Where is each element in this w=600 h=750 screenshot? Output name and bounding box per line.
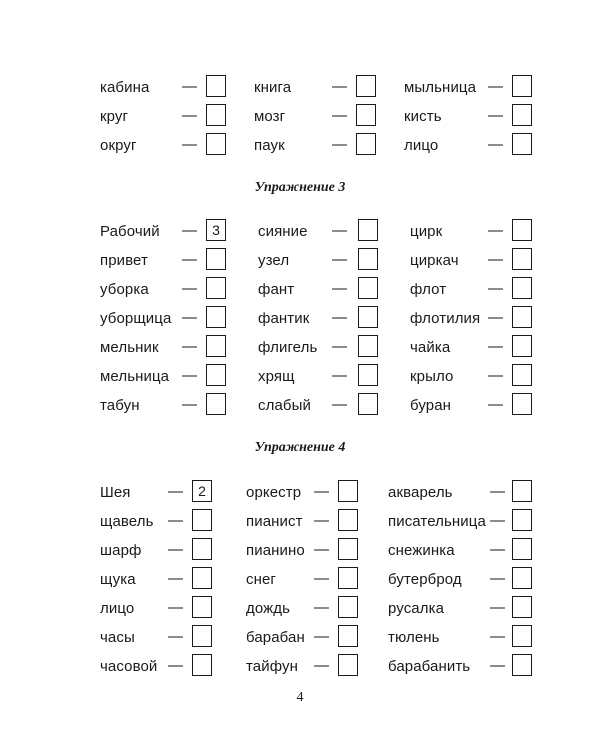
exercise-item (100, 133, 230, 157)
item-dash: — (488, 251, 503, 268)
item-word: часы (100, 628, 135, 646)
exercise-item (410, 306, 536, 330)
item-dash: — (168, 483, 183, 500)
item-dash: — (168, 570, 183, 587)
answer-box[interactable] (338, 625, 358, 647)
exercise-item (258, 364, 382, 388)
item-word: флот (410, 280, 447, 298)
answer-box[interactable] (512, 625, 532, 647)
answer-box[interactable] (512, 306, 532, 328)
item-word: шарф (100, 541, 142, 559)
item-dash: — (490, 541, 505, 558)
item-dash: — (490, 628, 505, 645)
exercise-item (410, 219, 536, 243)
answer-box[interactable] (512, 654, 532, 676)
answer-box[interactable] (358, 248, 378, 270)
answer-box[interactable] (338, 538, 358, 560)
item-dash: — (332, 396, 347, 413)
exercise-item (388, 509, 536, 533)
item-word: дождь (246, 599, 291, 617)
exercise-item (100, 567, 216, 591)
exercise-item (246, 509, 362, 533)
answer-box[interactable] (358, 219, 378, 241)
answer-box[interactable] (206, 104, 226, 126)
page-number: 4 (296, 690, 304, 705)
item-dash: — (332, 107, 347, 124)
answer-box[interactable] (356, 133, 376, 155)
item-word: крыло (410, 367, 454, 385)
exercise-item (100, 393, 230, 417)
answer-box[interactable] (206, 335, 226, 357)
answer-box[interactable]: 3 (206, 219, 226, 241)
item-word: флотилия (410, 309, 481, 327)
exercise-item (388, 625, 536, 649)
answer-box[interactable] (512, 104, 532, 126)
exercise-item (100, 219, 230, 243)
answer-box[interactable] (206, 75, 226, 97)
exercise-item (258, 393, 382, 417)
item-word: лицо (100, 599, 135, 617)
item-dash: — (490, 512, 505, 529)
item-word: щавель (100, 512, 154, 530)
exercise-item (410, 277, 536, 301)
item-dash: — (332, 280, 347, 297)
item-word: Рабочий (100, 222, 160, 240)
item-dash: — (168, 541, 183, 558)
exercise-item (100, 306, 230, 330)
item-dash: — (314, 628, 329, 645)
exercise-item (246, 654, 362, 678)
item-word: кабина (100, 78, 150, 96)
answer-box[interactable] (512, 538, 532, 560)
answer-box[interactable] (206, 393, 226, 415)
exercise-item (258, 335, 382, 359)
exercise-item (404, 75, 536, 99)
exercise-item (100, 509, 216, 533)
exercise-item (100, 625, 216, 649)
exercise-item (258, 306, 382, 330)
answer-box[interactable] (206, 248, 226, 270)
answer-box[interactable] (512, 567, 532, 589)
answer-box[interactable] (338, 509, 358, 531)
answer-box[interactable] (192, 654, 212, 676)
item-word: сияние (258, 222, 308, 240)
item-word: русалка (388, 599, 445, 617)
item-dash: — (182, 396, 197, 413)
answer-box[interactable] (192, 509, 212, 531)
item-dash: — (332, 136, 347, 153)
item-word: пианино (246, 541, 305, 559)
exercise-item (246, 625, 362, 649)
item-dash: — (488, 78, 503, 95)
answer-box[interactable] (512, 277, 532, 299)
exercise-item (100, 654, 216, 678)
answer-box[interactable] (512, 75, 532, 97)
item-dash: — (168, 599, 183, 616)
exercise-item (100, 480, 216, 504)
answer-box[interactable]: 2 (192, 480, 212, 502)
answer-box[interactable] (192, 538, 212, 560)
answer-box[interactable] (358, 277, 378, 299)
answer-box[interactable] (358, 335, 378, 357)
item-word: узел (258, 251, 290, 269)
item-dash: — (490, 657, 505, 674)
item-dash: — (488, 338, 503, 355)
item-dash: — (182, 251, 197, 268)
exercise-item (410, 335, 536, 359)
item-dash: — (314, 541, 329, 558)
item-word: тайфун (246, 657, 298, 675)
answer-box[interactable] (512, 248, 532, 270)
exercise-item (100, 335, 230, 359)
answer-box[interactable] (512, 509, 532, 531)
exercise-item (388, 654, 536, 678)
item-word: часовой (100, 657, 158, 675)
item-dash: — (182, 78, 197, 95)
exercise-item (100, 596, 216, 620)
exercise-item (258, 248, 382, 272)
item-dash: — (168, 512, 183, 529)
exercise-item (410, 364, 536, 388)
answer-box[interactable] (512, 480, 532, 502)
answer-box[interactable] (206, 277, 226, 299)
item-dash: — (168, 657, 183, 674)
item-dash: — (314, 657, 329, 674)
answer-box[interactable] (512, 393, 532, 415)
exercise-item (388, 567, 536, 591)
answer-box[interactable] (358, 393, 378, 415)
item-word: мозг (254, 107, 286, 125)
item-dash: — (182, 280, 197, 297)
item-dash: — (490, 483, 505, 500)
item-word: мыльница (404, 78, 477, 96)
item-dash: — (490, 599, 505, 616)
answer-box[interactable] (206, 133, 226, 155)
exercise-item (410, 248, 536, 272)
answer-box[interactable] (512, 364, 532, 386)
item-word: паук (254, 136, 285, 154)
item-word: кисть (404, 107, 442, 125)
item-dash: — (332, 222, 347, 239)
item-word: табун (100, 396, 140, 414)
answer-box[interactable] (512, 335, 532, 357)
answer-box[interactable] (512, 596, 532, 618)
item-dash: — (488, 367, 503, 384)
exercise-item (388, 538, 536, 562)
exercise-item (404, 104, 536, 128)
item-dash: — (332, 338, 347, 355)
exercise-item (404, 133, 536, 157)
item-dash: — (490, 570, 505, 587)
item-dash: — (182, 309, 197, 326)
answer-box[interactable] (206, 364, 226, 386)
exercise-item (246, 567, 362, 591)
answer-box[interactable] (356, 75, 376, 97)
item-word: фантик (258, 309, 310, 327)
item-dash: — (488, 136, 503, 153)
item-word: чайка (410, 338, 451, 356)
exercise-item (410, 393, 536, 417)
item-dash: — (488, 222, 503, 239)
item-dash: — (488, 309, 503, 326)
item-dash: — (332, 78, 347, 95)
item-dash: — (488, 280, 503, 297)
exercise-item (100, 75, 230, 99)
item-word: барабанить (388, 657, 471, 675)
item-word: лицо (404, 136, 439, 154)
answer-box[interactable] (338, 480, 358, 502)
answer-box[interactable] (338, 567, 358, 589)
item-word: мельник (100, 338, 159, 356)
item-word: акварель (388, 483, 453, 501)
item-word: писательница (388, 512, 486, 530)
item-word: тюлень (388, 628, 440, 646)
answer-box[interactable] (358, 306, 378, 328)
answer-box[interactable] (512, 219, 532, 241)
item-dash: — (314, 599, 329, 616)
item-dash: — (182, 107, 197, 124)
exercise-item (388, 596, 536, 620)
answer-box[interactable] (512, 133, 532, 155)
item-word: хрящ (258, 367, 295, 385)
item-word: буран (410, 396, 452, 414)
item-word: круг (100, 107, 129, 125)
answer-box[interactable] (338, 596, 358, 618)
item-word: книга (254, 78, 292, 96)
exercise-item (246, 596, 362, 620)
item-dash: — (314, 512, 329, 529)
item-word: фант (258, 280, 295, 298)
item-word: слабый (258, 396, 311, 414)
item-dash: — (182, 367, 197, 384)
item-dash: — (182, 136, 197, 153)
answer-box[interactable] (192, 625, 212, 647)
item-dash: — (332, 309, 347, 326)
item-dash: — (314, 570, 329, 587)
answer-box[interactable] (206, 306, 226, 328)
item-word: бутерброд (388, 570, 462, 588)
exercise-item (100, 277, 230, 301)
item-dash: — (314, 483, 329, 500)
exercise-item (254, 75, 380, 99)
answer-box[interactable] (358, 364, 378, 386)
exercise-item (254, 133, 380, 157)
item-word: Шея (100, 483, 131, 501)
exercise-item (100, 104, 230, 128)
item-dash: — (182, 222, 197, 239)
exercise-item (246, 480, 362, 504)
answer-box[interactable] (356, 104, 376, 126)
item-word: циркач (410, 251, 459, 269)
item-dash: — (488, 396, 503, 413)
item-word: барабан (246, 628, 305, 646)
item-word: уборщица (100, 309, 172, 327)
exercise-item (254, 104, 380, 128)
item-word: привет (100, 251, 148, 269)
exercise-3-title: Упражнение 3 (254, 180, 346, 195)
exercise-item (258, 219, 382, 243)
answer-box[interactable] (192, 596, 212, 618)
exercise-item (258, 277, 382, 301)
answer-box[interactable] (338, 654, 358, 676)
exercise-item (388, 480, 536, 504)
item-word: уборка (100, 280, 149, 298)
exercise-item (100, 364, 230, 388)
item-dash: — (182, 338, 197, 355)
exercise-item (246, 538, 362, 562)
exercise-item (100, 538, 216, 562)
item-word: щука (100, 570, 136, 588)
item-word: цирк (410, 222, 443, 240)
exercise-item (100, 248, 230, 272)
item-word: снежинка (388, 541, 455, 559)
item-word: мельница (100, 367, 170, 385)
item-dash: — (332, 367, 347, 384)
item-dash: — (488, 107, 503, 124)
item-dash: — (332, 251, 347, 268)
exercise-4-title: Упражнение 4 (254, 440, 346, 455)
item-word: флигель (258, 338, 318, 356)
answer-box[interactable] (192, 567, 212, 589)
item-word: снег (246, 570, 276, 588)
item-word: пианист (246, 512, 303, 530)
item-dash: — (168, 628, 183, 645)
item-word: округ (100, 136, 137, 154)
item-word: оркестр (246, 483, 302, 501)
